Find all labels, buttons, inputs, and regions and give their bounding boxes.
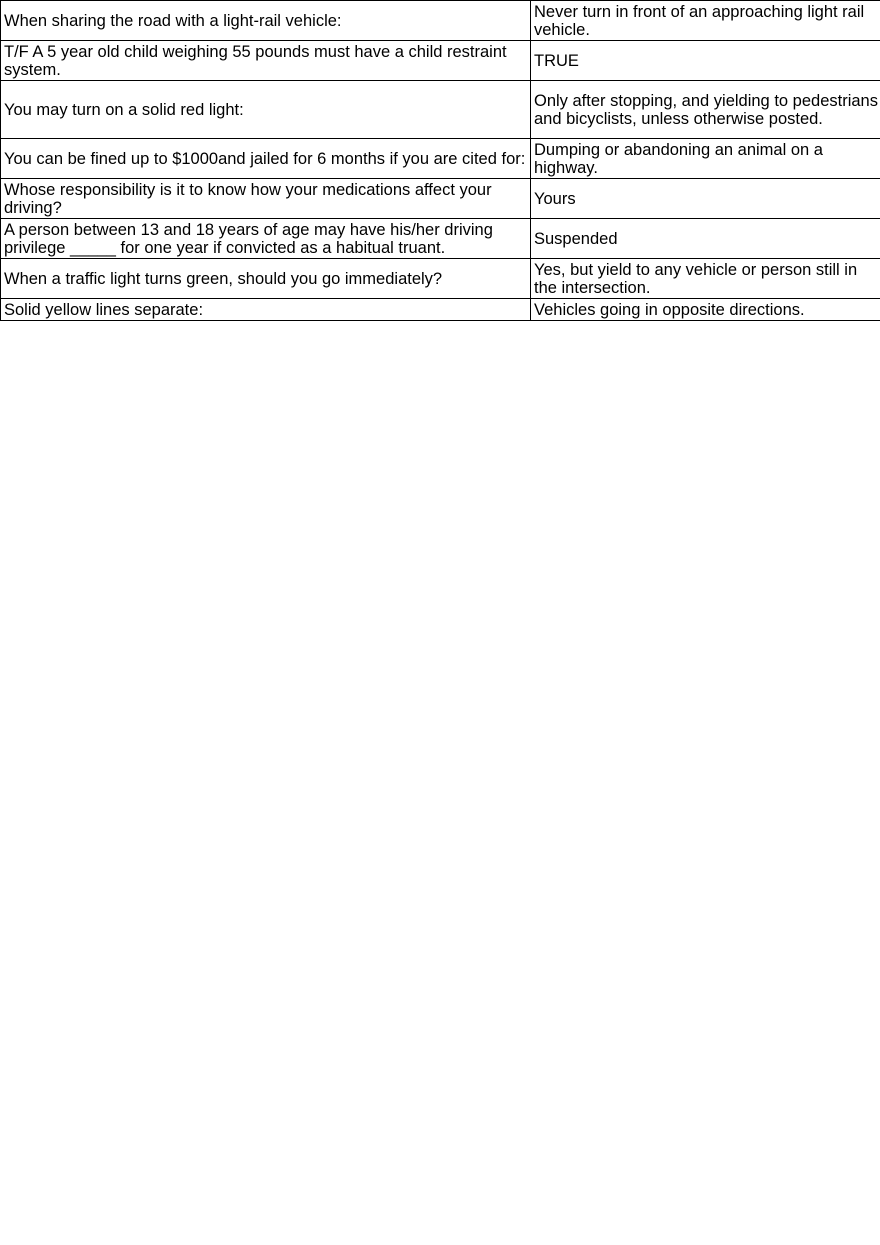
answer-cell: Never turn in front of an approaching light rail vehicle. bbox=[531, 1, 880, 41]
table-row bbox=[1, 41, 880, 81]
table-row bbox=[1, 139, 880, 179]
answer-cell: Vehicles going in opposite directions. bbox=[531, 299, 880, 321]
answer-cell: Yours bbox=[531, 179, 880, 219]
question-cell: A person between 13 and 18 years of age may have his/her driving privilege _____ for one year if convicted as a habitual truant. bbox=[1, 219, 531, 259]
question-cell: When sharing the road with a light-rail vehicle: bbox=[1, 1, 531, 41]
answer-cell: TRUE bbox=[531, 41, 880, 81]
question-cell: T/F A 5 year old child weighing 55 pounds must have a child restraint system. bbox=[1, 41, 531, 81]
question-cell: Whose responsibility is it to know how your medications affect your driving? bbox=[1, 179, 531, 219]
answer-cell: Suspended bbox=[531, 219, 880, 259]
flashcard-table bbox=[0, 0, 880, 321]
question-cell: Solid yellow lines separate: bbox=[1, 299, 531, 321]
table-row bbox=[1, 81, 880, 139]
answer-cell: Yes, but yield to any vehicle or person still in the intersection. bbox=[531, 259, 880, 299]
table-row bbox=[1, 259, 880, 299]
table-row bbox=[1, 219, 880, 259]
table-row bbox=[1, 179, 880, 219]
answer-cell: Only after stopping, and yielding to pedestrians and bicyclists, unless otherwise posted. bbox=[531, 81, 880, 139]
table-row bbox=[1, 299, 880, 321]
answer-cell: Dumping or abandoning an animal on a highway. bbox=[531, 139, 880, 179]
table-row bbox=[1, 1, 880, 41]
question-cell: You can be fined up to $1000and jailed for 6 months if you are cited for: bbox=[1, 139, 531, 179]
question-cell: You may turn on a solid red light: bbox=[1, 81, 531, 139]
question-cell: When a traffic light turns green, should you go immediately? bbox=[1, 259, 531, 299]
